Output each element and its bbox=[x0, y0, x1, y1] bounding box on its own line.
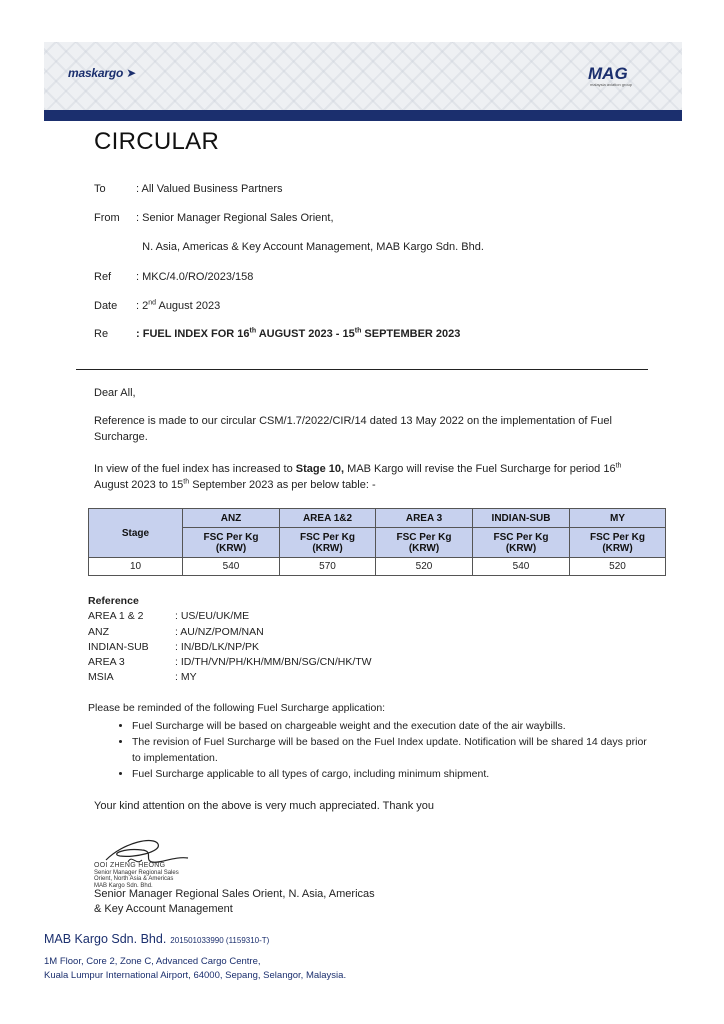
value-cell: 540 bbox=[183, 558, 280, 576]
header-bar bbox=[44, 110, 682, 121]
area-header: AREA 3 bbox=[376, 509, 473, 528]
signatory-title: Senior Manager Regional Sales Orient, N. Asia, Americas & Key Account Management bbox=[94, 888, 375, 915]
signature-stamp: OOI ZHENG HEONG Senior Manager Regional Sales Orient, North Asia & Americas MAB Kargo Sdn. Bhd. bbox=[94, 862, 179, 889]
reference-row: MSIA : MY bbox=[88, 671, 197, 684]
memo-to: To : All Valued Business Partners bbox=[94, 183, 283, 195]
area-header: INDIAN-SUB bbox=[473, 509, 570, 528]
value-cell: 570 bbox=[280, 558, 376, 576]
value-cell: 520 bbox=[570, 558, 666, 576]
stage-header: Stage bbox=[89, 509, 183, 558]
application-list bbox=[88, 718, 648, 782]
reference-title: Reference bbox=[88, 595, 139, 607]
reference-row: ANZ : AU/NZ/POM/NAN bbox=[88, 625, 264, 638]
memo-from: From : Senior Manager Regional Sales Orient, bbox=[94, 212, 334, 224]
fuel-surcharge-table bbox=[88, 508, 666, 576]
fsc-subheader: FSC Per Kg (KRW) bbox=[280, 528, 376, 558]
footer-address: 1M Floor, Core 2, Zone C, Advanced Cargo Centre, Kuala Lumpur International Airport, 64000, Sepang, Selangor, Malaysia. bbox=[44, 956, 347, 981]
paragraph-reference: Reference is made to our circular CSM/1.7/2022/CIR/14 dated 13 May 2022 on the implementation of Fuel Surcharge. bbox=[94, 415, 612, 443]
stage-cell: 10 bbox=[89, 558, 183, 576]
area-header: MY bbox=[570, 509, 666, 528]
area-header: ANZ bbox=[183, 509, 280, 528]
application-intro: Please be reminded of the following Fuel Surcharge application: bbox=[88, 702, 386, 714]
fsc-subheader: FSC Per Kg (KRW) bbox=[570, 528, 666, 558]
list-item: • Fuel Surcharge will be based on chargeable weight and the execution date of the air waybills. bbox=[132, 718, 648, 734]
value-cell: 520 bbox=[376, 558, 473, 576]
memo-date: Date : 2nd August 2023 bbox=[94, 299, 221, 312]
area-header: AREA 1&2 bbox=[280, 509, 376, 528]
memo-ref: Ref : MKC/4.0/RO/2023/158 bbox=[94, 271, 254, 283]
reference-block bbox=[88, 594, 372, 686]
header-banner bbox=[44, 42, 682, 110]
page-title: CIRCULAR bbox=[94, 128, 220, 155]
list-item: • Fuel Surcharge applicable to all types of cargo, including minimum shipment. bbox=[132, 766, 648, 782]
maskargo-logo: maskargo ➤ bbox=[68, 66, 137, 80]
divider bbox=[76, 369, 648, 370]
list-item: • The revision of Fuel Surcharge will be based on the Fuel Index update. Notification will be shared 14 days prior to implementation. bbox=[132, 734, 648, 766]
value-cell: 540 bbox=[473, 558, 570, 576]
fsc-subheader: FSC Per Kg (KRW) bbox=[183, 528, 280, 558]
reference-row: AREA 1 & 2 : US/EU/UK/ME bbox=[88, 610, 250, 623]
reference-row: AREA 3 : ID/TH/VN/PH/KH/MM/BN/SG/CN/HK/TW bbox=[88, 656, 372, 669]
memo-from-cont: N. Asia, Americas & Key Account Management, MAB Kargo Sdn. Bhd. bbox=[142, 241, 484, 253]
fsc-subheader: FSC Per Kg (KRW) bbox=[473, 528, 570, 558]
footer-company: MAB Kargo Sdn. Bhd. 201501033990 (1159310-T) bbox=[44, 932, 270, 946]
memo-re: Re : FUEL INDEX FOR 16th AUGUST 2023 - 15th SEPTEMBER 2023 bbox=[94, 327, 461, 340]
reference-row: INDIAN-SUB : IN/BD/LK/NP/PK bbox=[88, 640, 260, 653]
paragraph-stage: In view of the fuel index has increased to Stage 10, MAB Kargo will revise the Fuel Surcharge for period 16th August 2023 to 15th September 2023 as per below table: - bbox=[94, 462, 622, 491]
greeting: Dear All, bbox=[94, 387, 136, 399]
application-block bbox=[88, 700, 648, 782]
fsc-subheader: FSC Per Kg (KRW) bbox=[376, 528, 473, 558]
mag-logo: MAG malaysia aviation group bbox=[588, 64, 633, 87]
closing: Your kind attention on the above is very much appreciated. Thank you bbox=[94, 800, 434, 812]
